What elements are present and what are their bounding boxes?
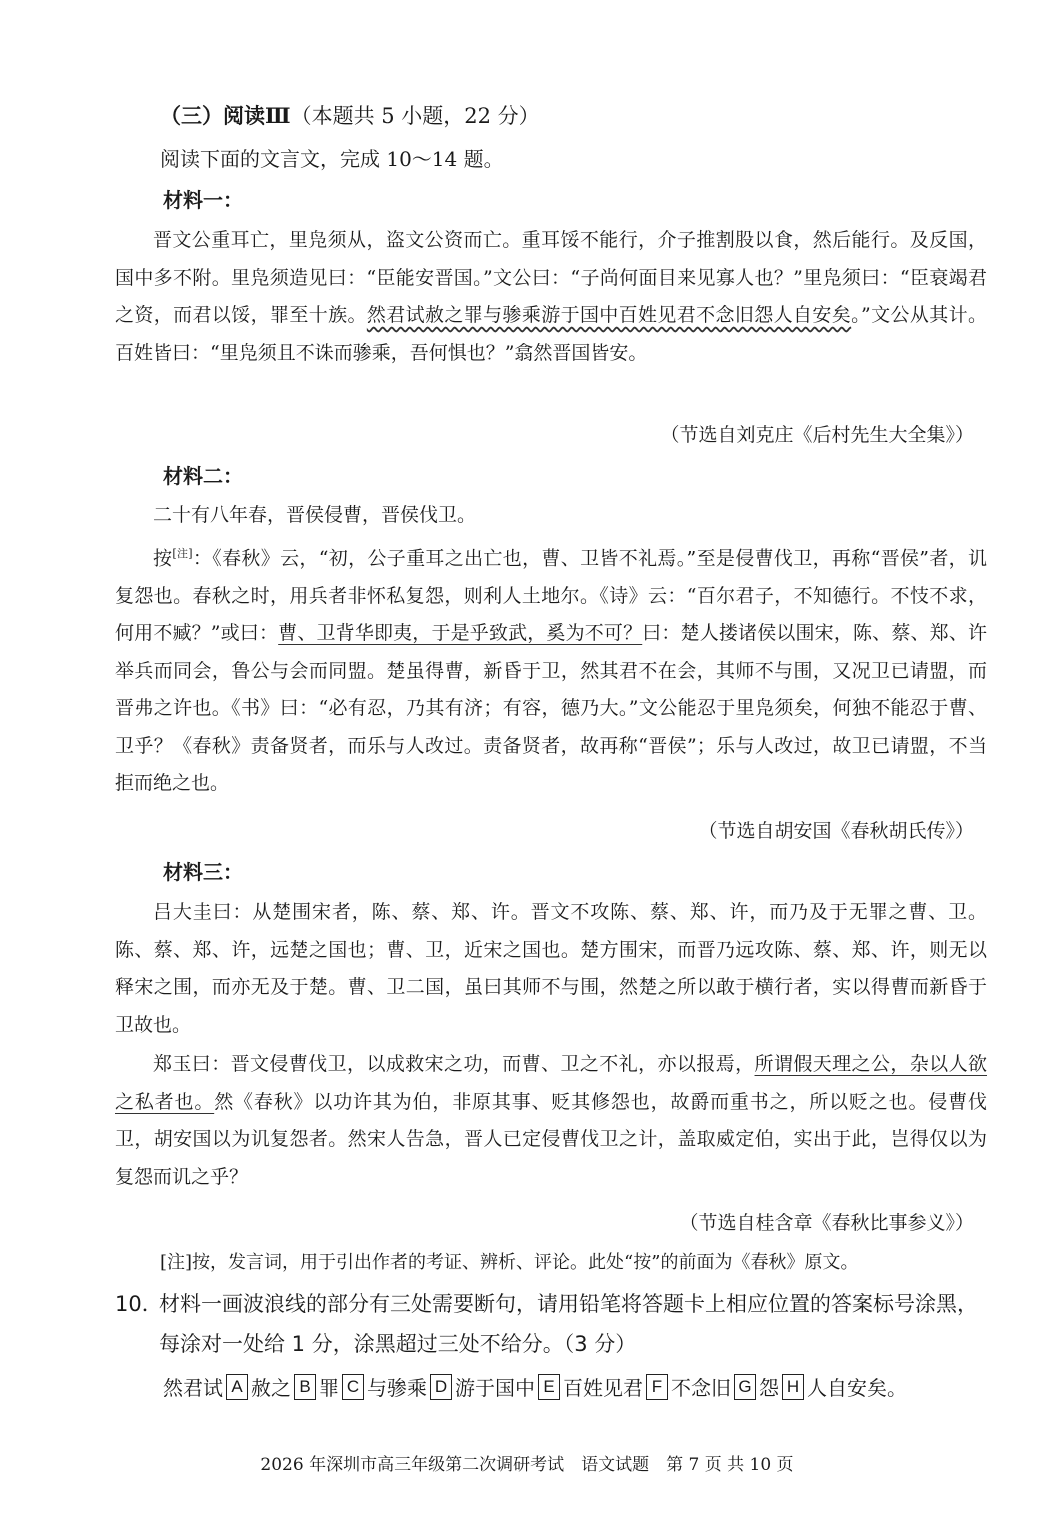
page-footer: 2026 年深圳市高三年级第二次调研考试 语文试题 第 7 页 共 10 页: [260, 1455, 794, 1475]
question-text: 材料一画波浪线的部分有三处需要断句，请用铅笔将答题卡上相应位置的答案标号涂黑，每涂对一处给 1 分，涂黑超过三处不给分。（3 分）: [159, 1292, 978, 1356]
material3-paragraph-1: 吕大圭曰：从楚围宋者，陈、蔡、郑、许。晋文不攻陈、蔡、郑、许，而乃及于无罪之曹、卫。陈、蔡、郑、许，远楚之国也；曹、卫，近宋之国也。楚方围宋，而晋乃远攻陈、蔡、郑、许，则无以释宋之围，而亦无及于楚。曹、卫二国，虽曰其师不与围，然楚之所以敢于横行者，实以得曹而新昏于卫故也。: [115, 901, 987, 1036]
section-intro: 阅读下面的文言文，完成 10～14 题。: [160, 147, 504, 171]
material2-source: （节选自胡安国《春秋胡氏传》）: [698, 820, 974, 842]
material1-text-a: 晋文公重耳亡，里凫须从，盗文公资而亡。重耳馁不能行，介子推割股以食，然后能行。及反国，国中多不附。里凫须造见曰：“臣能安晋国。”文公曰：“子尚何面目来见寡人也？”里凫须曰：“臣衰竭君之资，而君以馁，罪至十族。: [115, 229, 987, 326]
material1-source: （节选自刘克庄《后村先生大全集》）: [660, 424, 974, 446]
segment-text: 赦之: [251, 1376, 291, 1400]
material3-title: 材料三：: [163, 860, 243, 884]
material2-underlined-text: 曹、卫背华即夷，于是乎致武，奚为不可？: [278, 622, 643, 645]
segment-text: 人自安矣。: [807, 1376, 907, 1400]
option-box-c[interactable]: C: [342, 1374, 364, 1400]
material1-title: 材料一：: [163, 188, 243, 212]
option-box-b[interactable]: B: [294, 1374, 316, 1400]
material1-wavy-text: 然君试赦之罪与骖乘游于国中百姓见君不念旧怨人自安矣: [366, 304, 852, 326]
option-box-a[interactable]: A: [226, 1374, 248, 1400]
material2-note-mark: [注]: [172, 547, 193, 560]
question-number: 10．: [115, 1292, 163, 1316]
segmentation-options: [163, 1372, 907, 1401]
section-heading: [160, 100, 540, 130]
material2-title: 材料二：: [163, 464, 243, 488]
segment-text: 百姓见君: [563, 1376, 643, 1400]
material3-paragraph-2: [115, 1046, 987, 1196]
section-title: （三）阅读Ⅲ: [160, 103, 291, 128]
segment-text: 怨: [759, 1376, 779, 1400]
segment-text: 罪: [319, 1376, 339, 1400]
material3-underlined-text: 所谓假天理之公，杂以人欲之私者也。: [115, 1053, 987, 1113]
question-10: [115, 1284, 995, 1364]
segment-text: 游于国中: [455, 1376, 535, 1400]
option-box-e[interactable]: E: [538, 1374, 560, 1400]
material2-paragraph-2: [115, 535, 987, 803]
section-score-note: （本题共 5 小题，22 分）: [290, 104, 540, 128]
option-box-f[interactable]: F: [646, 1374, 668, 1400]
segment-text: 不念旧: [671, 1376, 731, 1400]
material2-text-a: ：《春秋》云，“初，公子重耳之出亡也，曹、卫皆不礼焉。”至是侵曹伐卫，再称“晋侯”者，讥复怨也。春秋之时，用兵者非怀私复怨，则利人土地尔。《诗》云：“百尔君子，不知德行。不忮不求，何用不臧？”或曰：: [115, 547, 987, 645]
material3-text-b: 然《春秋》以功许其为伯，非原其事、贬其修怨也，故爵而重书之，所以贬之也。侵曹伐卫，胡安国以为讥复怨者。然宋人告急，晋人已定侵曹伐卫之计，盖取威定伯，实出于此，岂得仅以为复怨而讥之乎？: [115, 1090, 987, 1188]
option-box-g[interactable]: G: [734, 1374, 756, 1400]
material2-an: 按: [153, 547, 173, 570]
material2-text-b: 曰：楚人搂诸侯以围宋，陈、蔡、郑、许举兵而同会，鲁公与会而同盟。楚虽得曹，新昏于卫，然其君不在会，其师不与围，又况卫已请盟，而晋弗之许也。《书》曰：“必有忍，乃其有济；有容，德乃大。”文公能忍于里凫须矣，何独不能忍于曹、卫乎？《春秋》责备贤者，而乐与人改过。责备贤者，故再称“晋侯”；乐与人改过，故卫已请盟，不当拒而绝之也。: [115, 622, 987, 795]
material3-source: （节选自桂含章《春秋比事参义》）: [679, 1212, 974, 1234]
option-box-h[interactable]: H: [782, 1374, 804, 1400]
footnote: [注]按，发言词，用于引出作者的考证、辨析、评论。此处“按”的前面为《春秋》原文。: [160, 1252, 859, 1273]
segment-text: 与骖乘: [367, 1376, 427, 1400]
material2-paragraph-1: 二十有八年春，晋侯侵曹，晋侯伐卫。: [153, 504, 477, 526]
material3-text-a: 郑玉曰：晋文侵曹伐卫，以成救宋之功，而曹、卫之不礼，亦以报焉，: [153, 1053, 755, 1075]
material1-text-b: 。”文公从其计。百姓皆曰：“里凫须且不诛而骖乘，吾何惧也？”翕然晋国皆安。: [115, 304, 987, 364]
option-box-d[interactable]: D: [430, 1374, 452, 1400]
material1-paragraph: [115, 222, 987, 372]
segment-text: 然君试: [163, 1376, 223, 1400]
